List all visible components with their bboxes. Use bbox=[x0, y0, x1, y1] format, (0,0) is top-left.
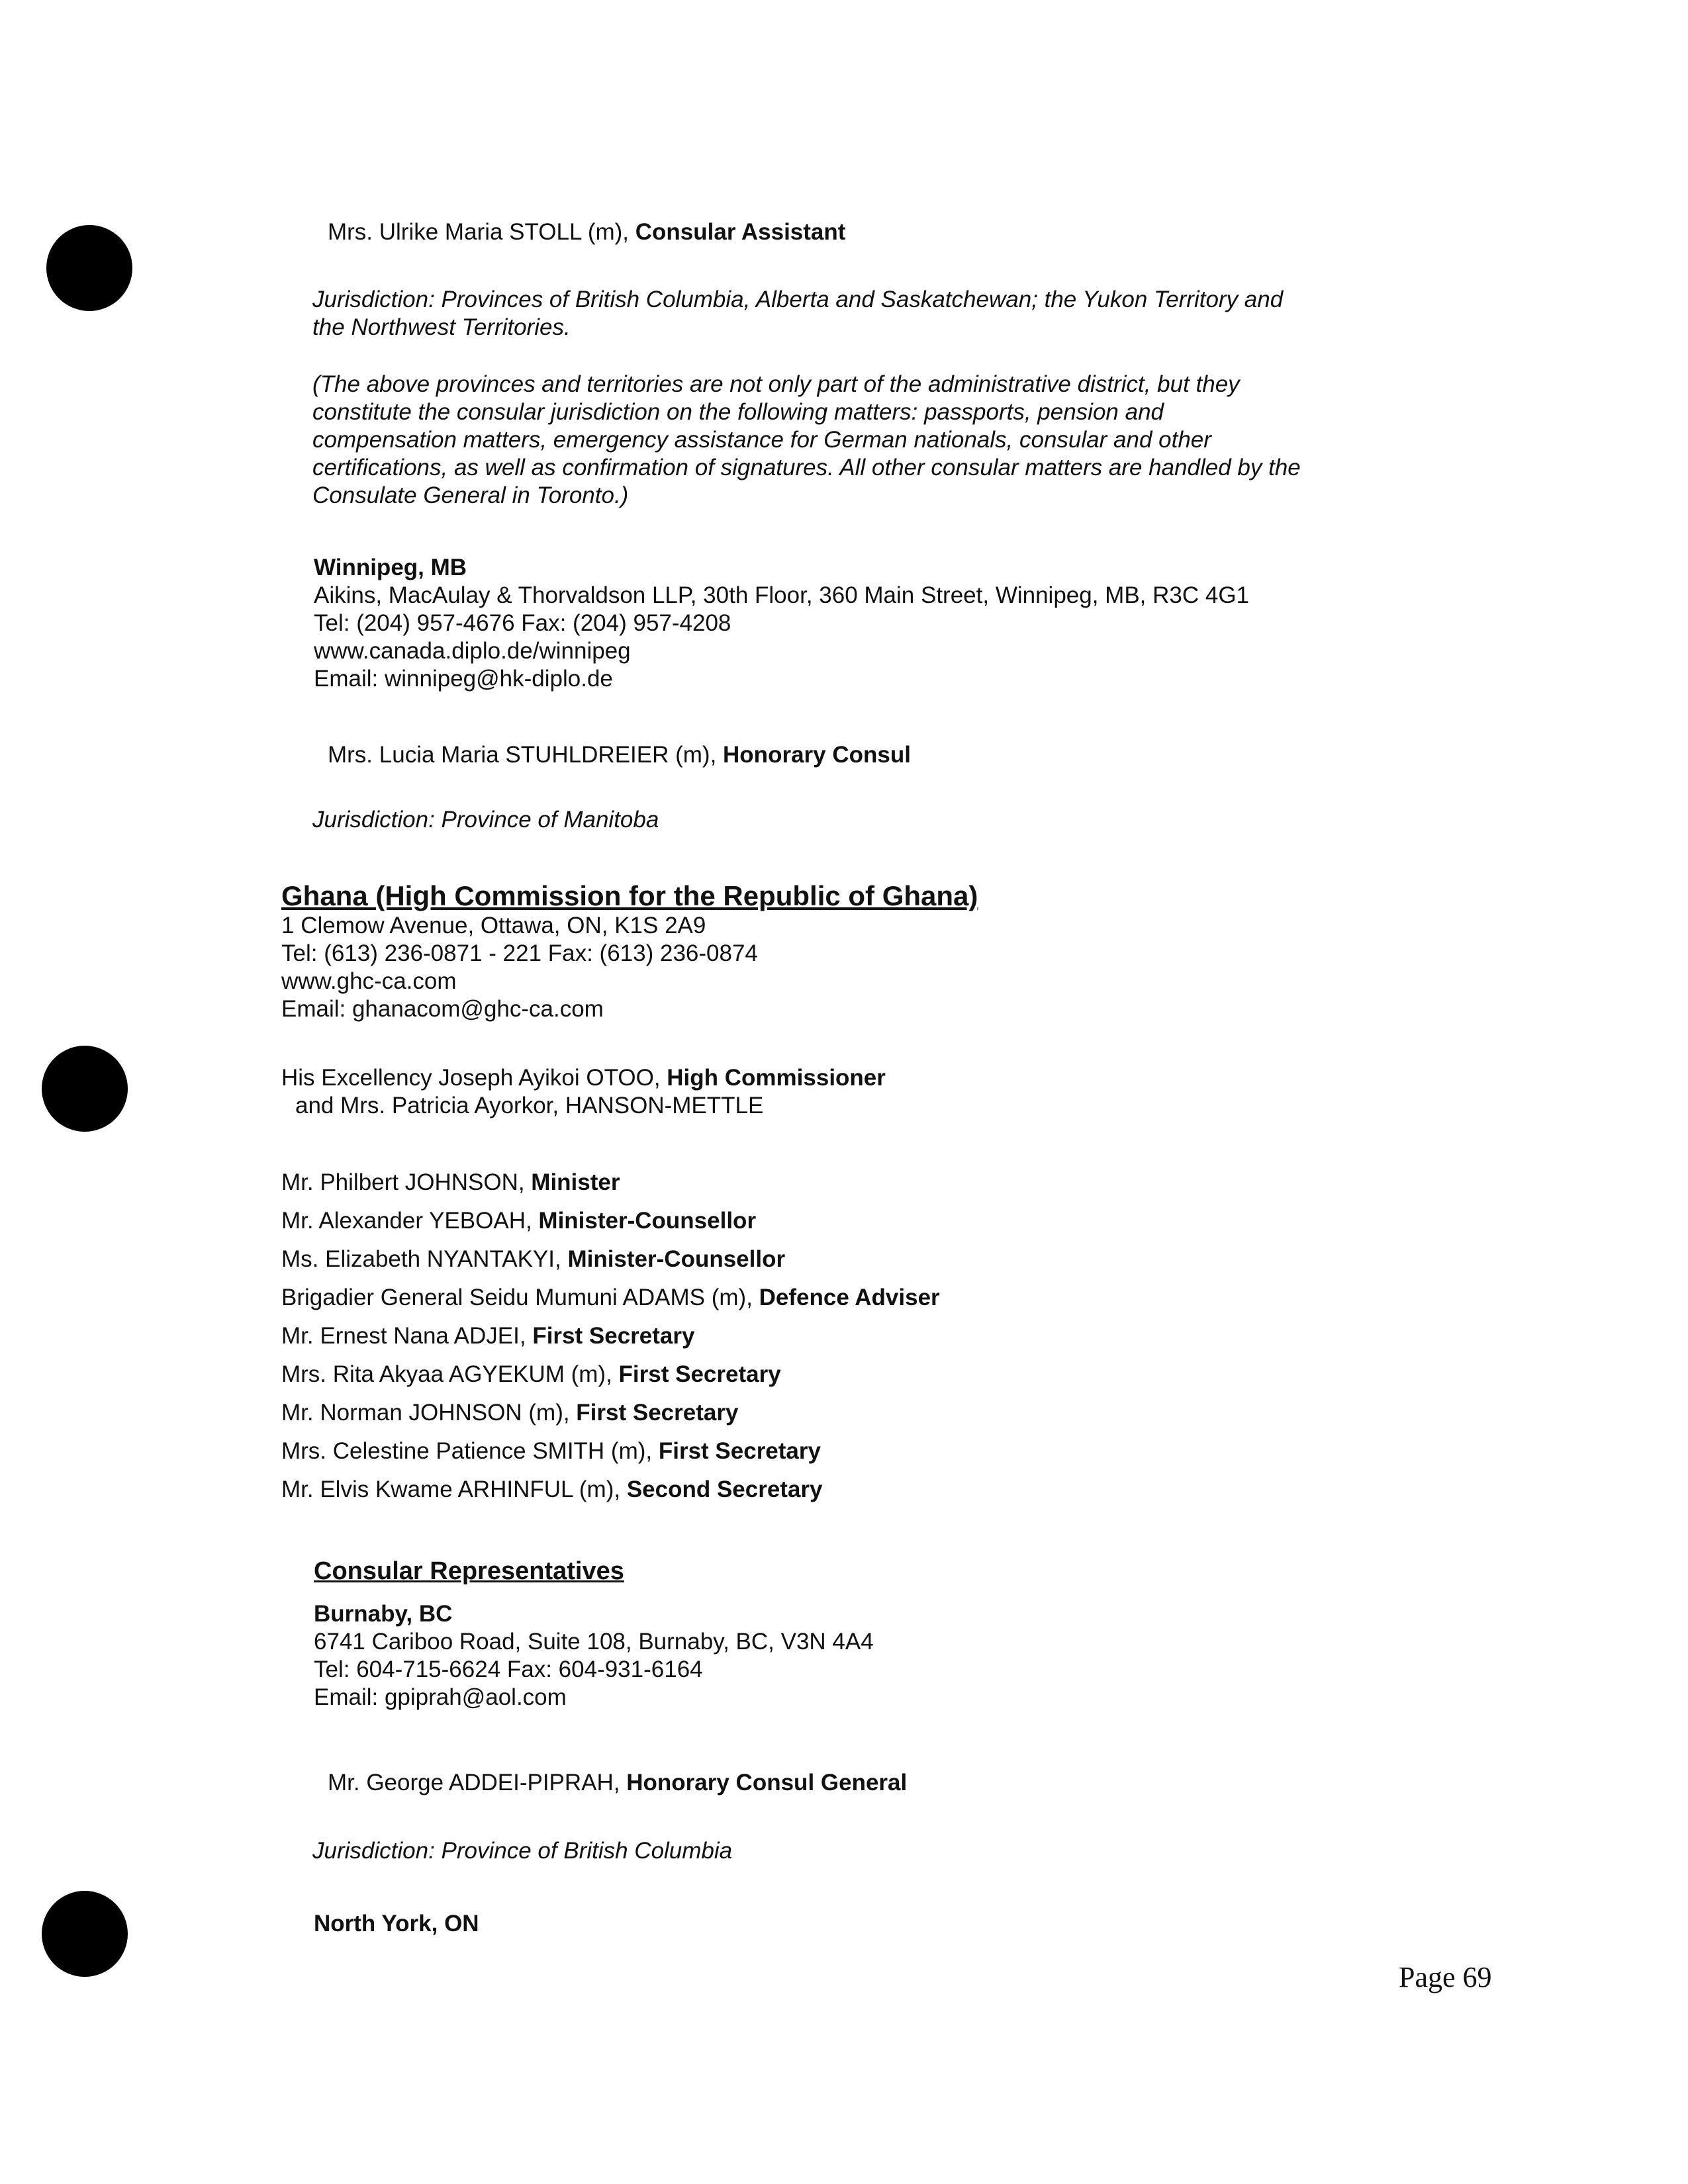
stoll-note-line-3: compensation matters, emergency assistance for German nationals, consular and other bbox=[312, 427, 1211, 453]
staff-title: First Secretary bbox=[618, 1361, 781, 1387]
winnipeg-tel: Tel: (204) 957-4676 Fax: (204) 957-4208 bbox=[314, 610, 731, 636]
ghana-email: Email: ghanacom@ghc-ca.com bbox=[281, 996, 604, 1022]
ghana-tel: Tel: (613) 236-0871 - 221 Fax: (613) 236-0874 bbox=[281, 940, 758, 966]
binder-hole-middle bbox=[42, 1046, 128, 1132]
burnaby-consul-name: Mr. George ADDEI-PIPRAH, bbox=[328, 1770, 627, 1796]
ghana-contact bbox=[281, 912, 758, 1023]
staff-name: Mr. Norman JOHNSON (m), bbox=[281, 1400, 577, 1426]
staff-row bbox=[281, 1471, 940, 1509]
staff-row bbox=[281, 1355, 940, 1394]
staff-name: Ms. Elizabeth NYANTAKYI, bbox=[281, 1246, 568, 1272]
stoll-name: Mrs. Ulrike Maria STOLL (m), bbox=[328, 219, 635, 245]
staff-row bbox=[281, 1279, 940, 1317]
staff-name: Mr. Philbert JOHNSON, bbox=[281, 1169, 532, 1195]
burnaby-tel: Tel: 604-715-6624 Fax: 604-931-6164 bbox=[314, 1657, 703, 1682]
stoll-note-line-2: constitute the consular jurisdiction on the following matters: passports, pension and bbox=[312, 399, 1164, 425]
staff-row bbox=[281, 1202, 940, 1240]
stoll-jurisdiction bbox=[312, 286, 1283, 341]
staff-title: First Secretary bbox=[576, 1400, 739, 1426]
staff-row bbox=[281, 1240, 940, 1279]
staff-name: Mrs. Celestine Patience SMITH (m), bbox=[281, 1438, 659, 1464]
burnaby-address: 6741 Cariboo Road, Suite 108, Burnaby, BC, V3N 4A4 bbox=[314, 1629, 874, 1655]
winnipeg-city: Winnipeg, MB bbox=[314, 555, 467, 580]
burnaby-contact bbox=[314, 1600, 874, 1711]
hc-spouse: and Mrs. Patricia Ayorkor, HANSON-METTLE bbox=[295, 1093, 764, 1118]
hc-title: High Commissioner bbox=[667, 1065, 886, 1091]
staff-row bbox=[281, 1163, 940, 1202]
burnaby-city: Burnaby, BC bbox=[314, 1601, 453, 1627]
binder-hole-top bbox=[46, 225, 132, 311]
north-york-city: North York, ON bbox=[314, 1911, 479, 1936]
stoll-note-line-1: (The above provinces and territories are not only part of the administrative district, but they bbox=[312, 371, 1240, 397]
winnipeg-consul-title: Honorary Consul bbox=[723, 742, 911, 768]
stoll-note bbox=[312, 371, 1301, 510]
staff-row bbox=[281, 1317, 940, 1355]
stoll-note-line-5: Consulate General in Toronto.) bbox=[312, 482, 629, 508]
burnaby-consul-title: Honorary Consul General bbox=[626, 1770, 908, 1796]
winnipeg-consul-name: Mrs. Lucia Maria STUHLDREIER (m), bbox=[328, 742, 724, 768]
staff-title: Minister-Counsellor bbox=[538, 1208, 757, 1234]
ghana-website: www.ghc-ca.com bbox=[281, 968, 457, 994]
staff-name: Mr. Ernest Nana ADJEI, bbox=[281, 1323, 533, 1349]
ghana-heading: Ghana (High Commission for the Republic of Ghana) bbox=[281, 880, 978, 911]
stoll-title: Consular Assistant bbox=[635, 219, 846, 245]
ghana-staff-list bbox=[281, 1163, 940, 1509]
staff-name: Mr. Elvis Kwame ARHINFUL (m), bbox=[281, 1477, 627, 1502]
winnipeg-jurisdiction: Jurisdiction: Province of Manitoba bbox=[312, 807, 659, 833]
winnipeg-consul bbox=[328, 741, 911, 769]
staff-title: First Secretary bbox=[532, 1323, 695, 1349]
stoll-entry bbox=[328, 218, 845, 246]
stoll-note-line-4: certifications, as well as confirmation of signatures. All other consular matters are handled by the bbox=[312, 455, 1301, 480]
winnipeg-contact bbox=[314, 554, 1249, 693]
staff-row bbox=[281, 1432, 940, 1471]
staff-title: Second Secretary bbox=[626, 1477, 823, 1502]
winnipeg-website: www.canada.diplo.de/winnipeg bbox=[314, 638, 631, 664]
stoll-jurisdiction-line-1: Jurisdiction: Provinces of British Columbia, Alberta and Saskatchewan; the Yukon Territory and bbox=[312, 287, 1284, 312]
ghana-high-commissioner bbox=[281, 1064, 886, 1092]
winnipeg-address: Aikins, MacAulay & Thorvaldson LLP, 30th Floor, 360 Main Street, Winnipeg, MB, R3C 4G1 bbox=[314, 582, 1250, 608]
staff-title: Minister bbox=[531, 1169, 620, 1195]
consular-representatives-heading: Consular Representatives bbox=[314, 1557, 624, 1585]
burnaby-jurisdiction: Jurisdiction: Province of British Columbia bbox=[312, 1838, 733, 1864]
staff-title: Minister-Counsellor bbox=[567, 1246, 786, 1272]
staff-name: Brigadier General Seidu Mumuni ADAMS (m), bbox=[281, 1285, 759, 1310]
page-number: Page 69 bbox=[1399, 1961, 1492, 1993]
staff-name: Mr. Alexander YEBOAH, bbox=[281, 1208, 539, 1234]
hc-name: His Excellency Joseph Ayikoi OTOO, bbox=[281, 1065, 667, 1091]
stoll-jurisdiction-line-2: the Northwest Territories. bbox=[312, 314, 571, 340]
staff-row bbox=[281, 1394, 940, 1432]
staff-title: First Secretary bbox=[658, 1438, 821, 1464]
staff-name: Mrs. Rita Akyaa AGYEKUM (m), bbox=[281, 1361, 619, 1387]
binder-hole-bottom bbox=[42, 1891, 128, 1977]
burnaby-email: Email: gpiprah@aol.com bbox=[314, 1684, 567, 1710]
winnipeg-email: Email: winnipeg@hk-diplo.de bbox=[314, 666, 613, 692]
ghana-address: 1 Clemow Avenue, Ottawa, ON, K1S 2A9 bbox=[281, 913, 706, 938]
burnaby-consul bbox=[328, 1769, 907, 1797]
staff-title: Defence Adviser bbox=[759, 1285, 940, 1310]
